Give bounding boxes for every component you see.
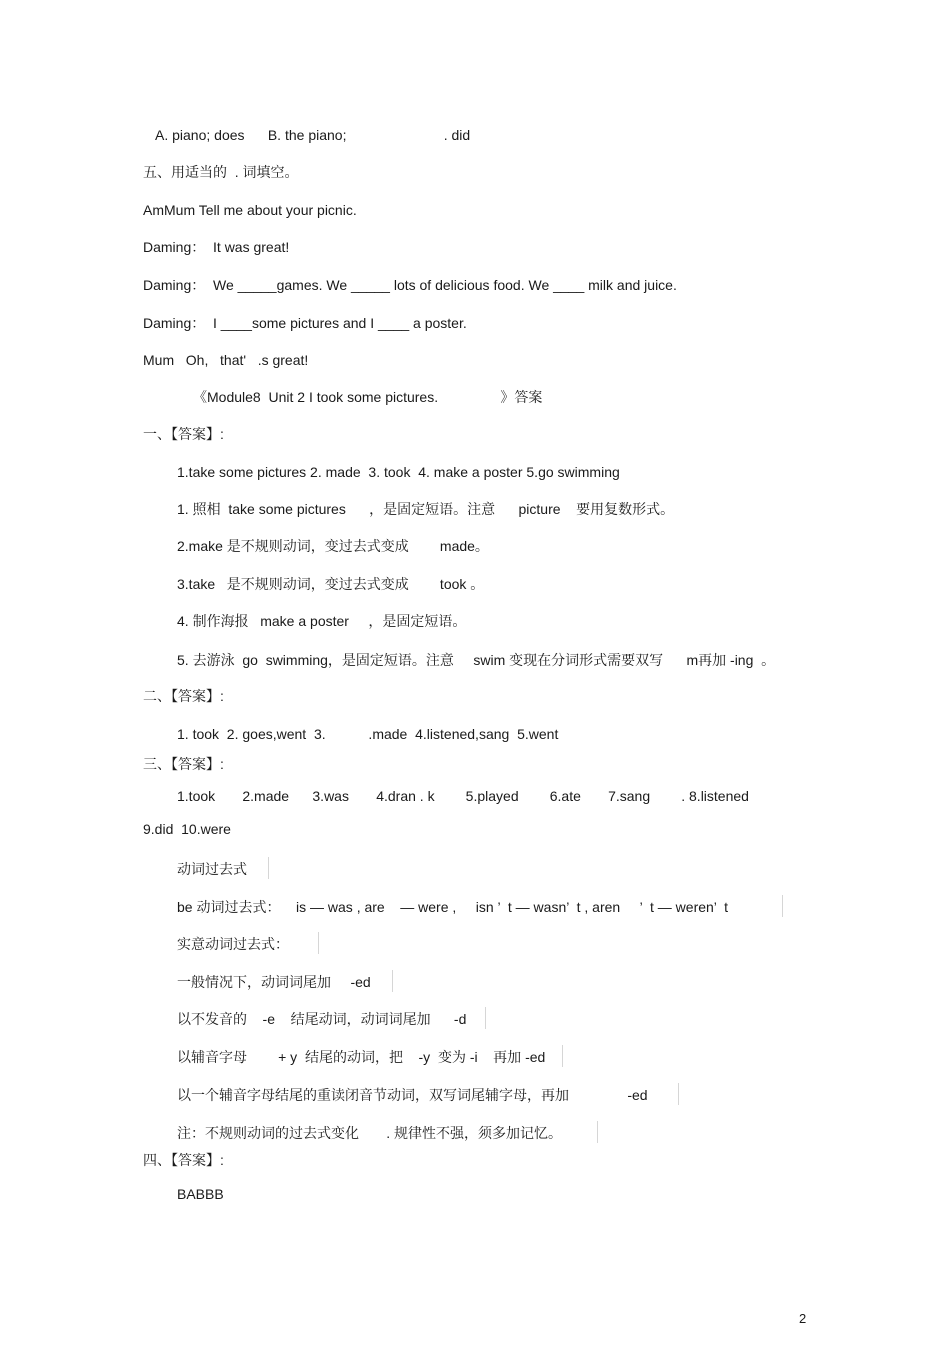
answer-line: 3.take 是不规则动词，变过去式变成 took 。	[177, 576, 485, 592]
dialogue-line: Mum Oh, that' .s great!	[143, 352, 309, 368]
answer-line: 4. 制作海报 make a poster ，是固定短语。	[177, 613, 467, 629]
answer-line: BABBB	[177, 1186, 224, 1202]
section-3-title: 三、【答案】:	[143, 756, 224, 772]
dialogue-line: Daming： I ____some pictures and I ____ a poster.	[143, 315, 467, 331]
grammar-line: 以辅音字母 + y 结尾的动词，把 -y 变为 -i 再加 -ed	[177, 1049, 546, 1065]
grammar-line: 一般情况下，动词词尾加 -ed	[177, 974, 371, 990]
answer-line: 1.took 2.made 3.was 4.dran . k 5.played 6.ate 7.sang . 8.listened	[177, 788, 749, 804]
answer-line: 5. 去游泳 go swimming，是固定短语。注意 swim 变现在分词形式需要双写 m再加 -ing 。	[177, 652, 776, 668]
answer-line: 1. 照相 take some pictures ，是固定短语。注意 picture 要用复数形式。	[177, 501, 675, 517]
page-number: 2	[799, 1311, 807, 1326]
dialogue-line: Daming： It was great!	[143, 239, 290, 255]
answer-line: 9.did 10.were	[143, 821, 231, 837]
grammar-line: 注：不规则动词的过去式变化 . 规律性不强，须多加记忆。	[177, 1125, 563, 1141]
section-5-title: 五、用适当的 . 词填空。	[143, 164, 299, 180]
grammar-line: 以一个辅音字母结尾的重读闭音节动词，双写词尾辅字母，再加 -ed	[177, 1087, 648, 1103]
section-1-title: 一、【答案】:	[143, 426, 224, 442]
dialogue-line: AmMum Tell me about your picnic.	[143, 202, 357, 218]
answer-title: 《Module8 Unit 2 I took some pictures. 》答案	[193, 389, 543, 405]
grammar-line: 动词过去式	[177, 861, 247, 877]
option-line: A. piano; does B. the piano; . did	[155, 127, 471, 143]
grammar-line: be 动词过去式： is — was , are — were , isn ’ t — wasn’ t , aren ’ t — weren’ t	[177, 899, 729, 915]
dialogue-line: Daming： We _____games. We _____ lots of delicious food. We ____ milk and juice.	[143, 277, 677, 293]
answer-line: 1. took 2. goes,went 3. .made 4.listened,sang 5.went	[177, 726, 559, 742]
grammar-line: 实意动词过去式：	[177, 936, 289, 952]
section-2-title: 二、【答案】:	[143, 688, 224, 704]
section-4-title: 四、【答案】:	[143, 1152, 224, 1168]
answer-line: 2.make 是不规则动词，变过去式变成 made。	[177, 538, 489, 554]
answer-line: 1.take some pictures 2. made 3. took 4. make a poster 5.go swimming	[177, 464, 620, 480]
grammar-line: 以不发音的 -e 结尾动词，动词词尾加 -d	[177, 1011, 467, 1027]
